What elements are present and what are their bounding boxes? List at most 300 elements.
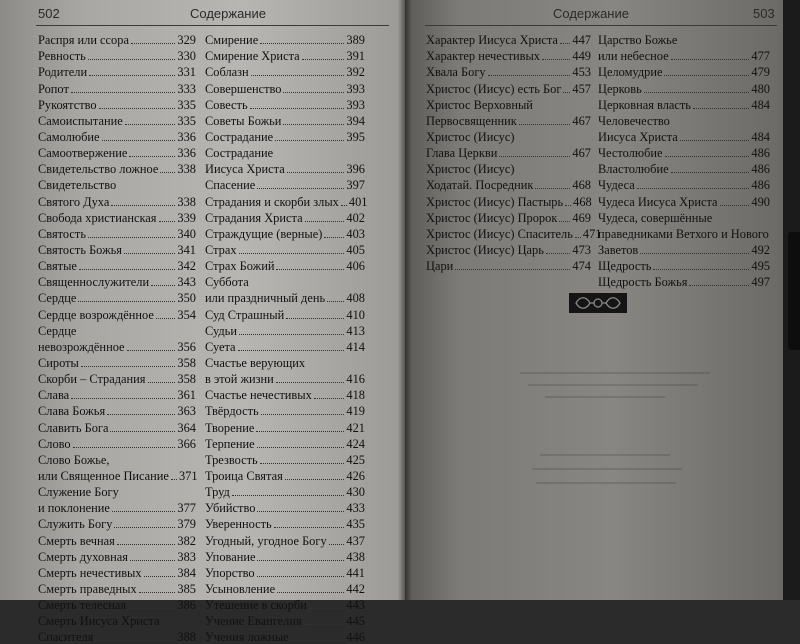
toc-entry-page: 468: [573, 194, 592, 209]
dot-leader: [276, 269, 344, 270]
toc-entry: [38, 322, 196, 338]
dot-leader: [160, 172, 175, 173]
dot-leader: [250, 108, 345, 109]
toc-entry: [205, 144, 365, 160]
dot-leader: [144, 576, 176, 577]
toc-entry-page: 333: [177, 81, 196, 96]
toc-entry: [426, 176, 591, 192]
toc-entry-title: Угодный, угодное Богу: [205, 533, 327, 548]
toc-entry: [38, 612, 196, 628]
toc-entry-page: 377: [177, 501, 196, 516]
toc-entry-title: Иисуса Христа: [598, 129, 678, 144]
dot-leader: [309, 608, 345, 609]
toc-entry: [205, 402, 365, 418]
toc-entry-title: Хвала Богу: [426, 65, 486, 80]
toc-entry: [598, 241, 770, 257]
dot-leader: [546, 253, 571, 254]
header-title-right: Содержание: [553, 6, 629, 21]
toc-entry: [598, 31, 770, 47]
toc-entry-title: Самолюбие: [38, 129, 100, 144]
dot-leader: [291, 640, 345, 641]
toc-entry: [205, 47, 365, 63]
toc-entry: [598, 160, 770, 176]
toc-entry-title: Служить Богу: [38, 517, 113, 532]
toc-entry: [205, 467, 365, 483]
toc-entry-page: 490: [751, 194, 770, 209]
toc-entry-page: 469: [572, 210, 591, 225]
toc-entry: [38, 354, 196, 370]
toc-entry-title: Сердце: [38, 323, 77, 338]
toc-entry-page: 437: [346, 533, 365, 548]
toc-entry: [205, 548, 365, 564]
dot-leader: [159, 221, 176, 222]
toc-entry-title: Ропот: [38, 81, 69, 96]
toc-entry: [598, 96, 770, 112]
toc-entry-title: Человечество: [598, 113, 670, 128]
dot-leader: [287, 172, 345, 173]
toc-entry-page: 408: [346, 291, 365, 306]
toc-entry-title: Славить Бога: [38, 420, 109, 435]
toc-entry-title: Святость Божья: [38, 242, 122, 257]
toc-entry-title: Христос Верховный: [426, 97, 533, 112]
dot-leader: [257, 188, 344, 189]
dot-leader: [127, 350, 176, 351]
toc-entry-title: Характер Иисуса Христа: [426, 33, 558, 48]
toc-entry-title: Страждущие (верные): [205, 226, 323, 241]
toc-entry: [38, 47, 196, 63]
toc-entry-title: Советы Божьи: [205, 113, 282, 128]
toc-entry-title: Заветов: [598, 242, 639, 257]
toc-entry: [426, 63, 591, 79]
dot-leader: [251, 75, 345, 76]
toc-entry-page: 364: [177, 420, 196, 435]
toc-entry-page: 397: [346, 178, 365, 193]
toc-entry: [426, 160, 591, 176]
page-number-right: 503: [753, 6, 775, 21]
toc-entry-title: Скорби – Страдания: [38, 372, 146, 387]
toc-entry: [205, 176, 365, 192]
toc-entry-page: 385: [177, 581, 196, 596]
dot-leader: [102, 140, 176, 141]
toc-entry-page: 421: [346, 420, 365, 435]
toc-entry: [426, 128, 591, 144]
toc-entry-page: 413: [346, 323, 365, 338]
toc-entry-page: 468: [572, 178, 591, 193]
toc-column-right-1: [426, 31, 602, 274]
toc-entry-page: 467: [572, 113, 591, 128]
dot-leader: [499, 156, 570, 157]
toc-entry: [205, 370, 365, 386]
dot-leader: [110, 431, 175, 432]
toc-entry-title: Смирение Христа: [205, 49, 300, 64]
toc-entry: [205, 418, 365, 434]
dot-leader: [519, 124, 571, 125]
toc-entry: [205, 96, 365, 112]
dot-leader: [274, 527, 345, 528]
toc-entry: [38, 96, 196, 112]
toc-entry-page: 467: [572, 146, 591, 161]
dot-leader: [256, 431, 344, 432]
toc-entry-page: 343: [177, 275, 196, 290]
dot-leader: [277, 592, 344, 593]
toc-entry-title: Царство Божье: [598, 33, 678, 48]
bookmark-tab: [788, 232, 800, 350]
toc-entry-page: 336: [177, 146, 196, 161]
toc-entry-title: Терпение: [205, 436, 255, 451]
toc-entry-title: Учение Евангелия: [205, 614, 302, 629]
toc-entry: [205, 499, 365, 515]
toc-entry: [38, 241, 196, 257]
toc-entry-title: Спасение: [205, 178, 256, 193]
toc-entry-title: Христос (Иисус) Царь: [426, 242, 544, 257]
toc-entry-title: Самоотвержение: [38, 146, 128, 161]
dot-leader: [73, 447, 176, 448]
dot-leader: [257, 511, 344, 512]
toc-entry: [38, 370, 196, 386]
toc-entry-page: 433: [346, 501, 365, 516]
toc-entry-title: и поклонение: [38, 501, 110, 516]
toc-entry-page: 393: [346, 81, 365, 96]
toc-entry-page: 371: [178, 468, 198, 483]
toc-entry-title: Судьи: [205, 323, 237, 338]
toc-entry-title: Слава Божья: [38, 404, 106, 419]
toc-entry-title: Цари: [426, 259, 454, 274]
toc-entry-title: Служение Богу: [38, 485, 119, 500]
toc-entry-title: Суд Страшный: [205, 307, 285, 322]
toc-entry-title: Честолюбие: [598, 146, 663, 161]
toc-entry-title: Страдания Христа: [205, 210, 303, 225]
toc-entry: [38, 499, 196, 515]
toc-entry: [205, 160, 365, 176]
dot-leader: [283, 92, 344, 93]
toc-column-right-2: [598, 31, 770, 289]
toc-entry: [598, 273, 770, 289]
toc-entry-page: 416: [346, 372, 365, 387]
dot-leader: [689, 285, 749, 286]
dot-leader: [130, 560, 176, 561]
dot-leader: [257, 576, 345, 577]
dot-leader: [640, 253, 749, 254]
toc-entry-page: 406: [346, 259, 365, 274]
dot-leader: [257, 447, 345, 448]
toc-entry-page: 354: [177, 307, 196, 322]
dot-leader: [304, 624, 345, 625]
book-gutter: [398, 0, 412, 600]
toc-entry: [38, 176, 196, 192]
toc-entry-page: 492: [751, 242, 770, 257]
toc-entry-page: 474: [572, 259, 591, 274]
dot-leader: [275, 140, 344, 141]
toc-entry-page: 447: [572, 33, 591, 48]
toc-entry-page: 401: [348, 194, 368, 209]
toc-entry-title: Твёрдость: [205, 404, 259, 419]
toc-entry: [205, 192, 368, 209]
dot-leader: [341, 205, 347, 206]
toc-entry: [205, 435, 365, 451]
toc-entry: [38, 338, 196, 354]
toc-entry: [205, 354, 365, 370]
dot-leader: [129, 156, 175, 157]
toc-entry-title: Родители: [38, 65, 88, 80]
toc-entry-title: Христос (Иисус): [426, 129, 515, 144]
toc-entry-title: Свидетельство: [38, 178, 117, 193]
toc-entry-title: Совершенство: [205, 81, 282, 96]
toc-entry-title: невозрождённое: [38, 339, 125, 354]
toc-entry-page: 484: [751, 97, 770, 112]
toc-entry-title: Спасителя: [38, 630, 94, 644]
toc-entry-page: 484: [751, 129, 770, 144]
toc-entry: [38, 192, 196, 208]
toc-entry: [205, 112, 365, 128]
toc-entry-title: Страдания и скорби злых: [205, 194, 339, 209]
toc-entry: [426, 257, 591, 273]
toc-column-left-2: [205, 31, 368, 644]
dot-leader: [79, 269, 176, 270]
toc-entry-title: или Священное Писание: [38, 468, 169, 483]
dot-leader: [71, 398, 175, 399]
dot-leader: [156, 318, 176, 319]
toc-entry-page: 335: [177, 113, 196, 128]
toc-entry: [205, 289, 365, 305]
toc-entry-page: 419: [346, 404, 365, 419]
toc-entry-page: 457: [572, 81, 591, 96]
toc-entry-page: 486: [751, 178, 770, 193]
dot-leader: [238, 350, 345, 351]
toc-entry-title: Святость: [38, 226, 86, 241]
toc-entry-page: 331: [177, 65, 196, 80]
toc-entry: [598, 63, 770, 79]
toc-entry: [205, 612, 365, 628]
dot-leader: [89, 75, 175, 76]
dot-leader: [671, 172, 750, 173]
dot-leader: [329, 544, 345, 545]
dot-leader: [565, 205, 571, 206]
toc-entry: [205, 338, 365, 354]
toc-entry-page: 403: [346, 226, 365, 241]
toc-entry-title: Священнослужители: [38, 275, 150, 290]
toc-entry-title: Ревность: [38, 49, 86, 64]
toc-entry-page: 384: [177, 565, 196, 580]
toc-entry: [205, 628, 365, 644]
toc-entry-page: 329: [177, 33, 196, 48]
toc-entry-page: 330: [177, 49, 196, 64]
toc-entry-page: 435: [346, 517, 365, 532]
toc-entry-page: 424: [346, 436, 365, 451]
toc-entry-page: 386: [177, 598, 196, 613]
toc-entry-title: Страх: [205, 242, 237, 257]
toc-entry-page: 425: [346, 452, 365, 467]
toc-entry-page: 445: [346, 614, 365, 629]
toc-entry-page: 379: [177, 517, 196, 532]
toc-entry-title: или праздничный день: [205, 291, 326, 306]
page-number-left: 502: [38, 6, 60, 21]
toc-entry: [426, 209, 591, 225]
dot-leader: [151, 285, 175, 286]
toc-entry: [598, 79, 770, 95]
dot-leader: [535, 188, 570, 189]
toc-entry-page: 418: [346, 388, 365, 403]
dot-leader: [81, 366, 176, 367]
toc-entry-title: Смерть нечестивых: [38, 565, 142, 580]
toc-entry-page: 473: [572, 242, 591, 257]
toc-entry-title: Церковь: [598, 81, 642, 96]
dot-leader: [314, 398, 345, 399]
toc-entry: [38, 515, 196, 531]
dot-leader: [285, 479, 345, 480]
dot-leader: [78, 301, 175, 302]
toc-entry-page: 396: [346, 162, 365, 177]
toc-entry-page: 410: [346, 307, 365, 322]
toc-entry-title: Сироты: [38, 355, 79, 370]
dot-leader: [302, 59, 345, 60]
dot-leader: [664, 75, 749, 76]
toc-entry-title: Щедрость: [598, 259, 652, 274]
toc-entry: [38, 628, 196, 644]
toc-entry-page: 438: [346, 549, 365, 564]
toc-entry: [38, 451, 196, 467]
toc-entry: [598, 144, 770, 160]
toc-entry-page: 358: [177, 372, 196, 387]
toc-entry: [38, 435, 196, 451]
dot-leader: [563, 92, 570, 93]
toc-entry-title: праведниками Ветхого и Нового: [598, 226, 769, 241]
dot-leader: [124, 253, 175, 254]
dot-leader: [114, 527, 175, 528]
dot-leader: [117, 544, 176, 545]
dot-leader: [637, 188, 750, 189]
toc-entry: [426, 241, 591, 257]
dot-leader: [488, 75, 571, 76]
toc-entry: [598, 112, 770, 128]
toc-entry: [38, 483, 196, 499]
toc-entry-title: Целомудрие: [598, 65, 663, 80]
dot-leader: [261, 414, 345, 415]
toc-entry-page: 363: [177, 404, 196, 419]
toc-entry: [205, 241, 365, 257]
dot-leader: [128, 608, 175, 609]
toc-entry-title: Распря или ссора: [38, 33, 129, 48]
toc-entry-title: Христос (Иисус) Пастырь: [426, 194, 564, 209]
toc-entry-title: Свобода христианская: [38, 210, 157, 225]
toc-entry: [205, 483, 365, 499]
show-through-line: [520, 372, 710, 374]
toc-entry: [205, 531, 365, 547]
toc-entry-page: 497: [751, 275, 770, 290]
dot-leader: [305, 221, 345, 222]
toc-entry: [205, 79, 365, 95]
toc-entry-page: 405: [346, 242, 365, 257]
dot-leader: [644, 92, 750, 93]
toc-entry: [205, 580, 365, 596]
dot-leader: [95, 640, 175, 641]
dot-leader: [148, 382, 176, 383]
toc-entry: [38, 531, 196, 547]
toc-entry-title: Ходатай. Посредник: [426, 178, 534, 193]
toc-entry-title: Смерть телесная: [38, 598, 127, 613]
toc-entry-title: Троица Святая: [205, 468, 283, 483]
toc-entry: [38, 402, 196, 418]
show-through-line: [540, 454, 670, 456]
toc-entry-page: 486: [751, 146, 770, 161]
dot-leader: [125, 124, 176, 125]
toc-entry-title: Слава: [38, 388, 70, 403]
toc-entry-title: Смерть вечная: [38, 533, 115, 548]
toc-entry: [205, 128, 365, 144]
toc-entry: [598, 176, 770, 192]
dot-leader: [680, 140, 750, 141]
toc-entry-title: Христос (Иисус) Пророк: [426, 210, 558, 225]
toc-entry-title: Труд: [205, 485, 230, 500]
dot-leader: [232, 495, 345, 496]
toc-entry-page: 477: [751, 49, 770, 64]
toc-entry-page: 358: [177, 355, 196, 370]
toc-entry-page: 442: [346, 581, 365, 596]
toc-entry: [598, 47, 770, 63]
toc-entry-page: 335: [177, 97, 196, 112]
toc-entry: [38, 225, 196, 241]
toc-entry-page: 495: [751, 259, 770, 274]
toc-entry-page: 382: [177, 533, 196, 548]
dot-leader: [542, 59, 570, 60]
toc-entry-title: в этой жизни: [205, 372, 274, 387]
dot-leader: [260, 43, 344, 44]
toc-entry-page: 389: [346, 33, 365, 48]
toc-entry-title: Чудеса, совершённые: [598, 210, 713, 225]
toc-entry-page: 388: [177, 630, 196, 644]
dot-leader: [455, 269, 570, 270]
toc-entry-title: Смерть Иисуса Христа: [38, 614, 160, 629]
toc-entry-page: 414: [346, 339, 365, 354]
toc-entry-page: 486: [751, 162, 770, 177]
toc-column-left-1: [38, 31, 196, 644]
dot-leader: [88, 237, 175, 238]
toc-entry-title: Смерть духовная: [38, 549, 128, 564]
toc-entry-title: Христос (Иисус) есть Бог: [426, 81, 562, 96]
toc-entry-page: 338: [177, 194, 196, 209]
dot-leader: [720, 205, 750, 206]
toc-entry-page: 394: [346, 113, 365, 128]
toc-entry-title: Христос (Иисус) Спаситель: [426, 226, 573, 241]
toc-entry: [205, 596, 365, 612]
toc-entry: [205, 305, 365, 321]
toc-entry-title: Трезвость: [205, 452, 258, 467]
toc-entry-title: Совесть: [205, 97, 248, 112]
toc-entry-title: Уверенность: [205, 517, 272, 532]
toc-entry: [205, 273, 365, 289]
toc-entry-title: Глава Церкви: [426, 146, 498, 161]
toc-entry-page: 340: [177, 226, 196, 241]
toc-entry-page: 430: [346, 485, 365, 500]
toc-entry: [38, 160, 196, 176]
toc-entry-page: 449: [572, 49, 591, 64]
toc-entry-title: Христос (Иисус): [426, 162, 515, 177]
toc-entry: [426, 192, 591, 208]
toc-entry: [38, 418, 196, 434]
toc-entry-title: Сердце возрождённое: [38, 307, 154, 322]
toc-entry-title: Счастье верующих: [205, 355, 306, 370]
toc-entry: [38, 31, 196, 47]
toc-entry-page: 471: [582, 226, 602, 241]
dot-leader: [239, 334, 344, 335]
toc-entry-page: 453: [572, 65, 591, 80]
toc-entry-page: 441: [346, 565, 365, 580]
toc-entry-page: 443: [346, 598, 365, 613]
toc-entry-title: Чудеса Иисуса Христа: [598, 194, 718, 209]
toc-entry-title: Утешение в скорби: [205, 598, 307, 613]
toc-entry: [38, 112, 196, 128]
dot-leader: [327, 301, 344, 302]
toc-entry: [426, 96, 591, 112]
